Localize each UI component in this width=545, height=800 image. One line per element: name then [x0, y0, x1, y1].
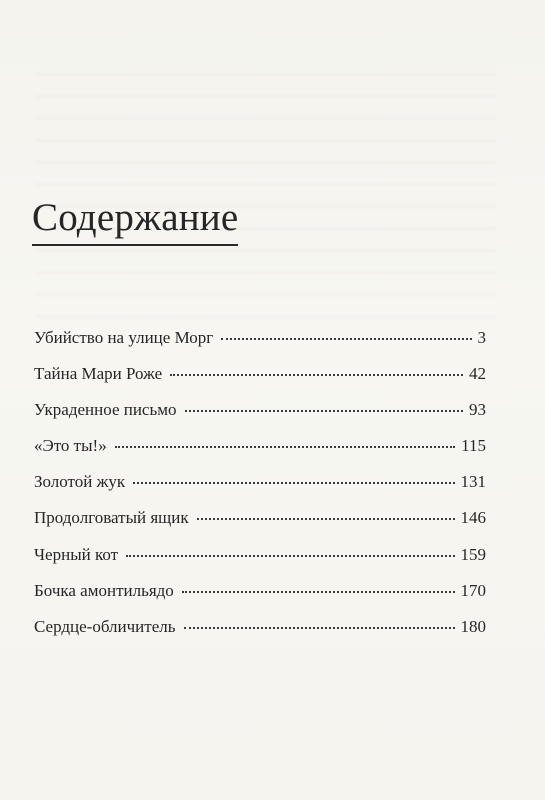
dot-leader	[185, 410, 464, 412]
toc-entry-page: 159	[460, 544, 486, 564]
toc-entry-page: 115	[461, 436, 486, 456]
page-title: Содержание	[32, 196, 238, 246]
toc-entry	[34, 364, 486, 400]
toc-entry-page: 180	[460, 616, 486, 636]
dot-leader	[126, 555, 454, 557]
toc-entry	[34, 400, 486, 436]
dot-leader	[182, 591, 455, 593]
toc-entry-page: 93	[469, 400, 486, 420]
toc-entry	[34, 508, 486, 544]
toc-entry-page: 146	[460, 508, 486, 528]
toc-entry	[34, 581, 486, 617]
toc-entry	[34, 472, 486, 508]
toc-entry	[34, 617, 486, 653]
toc-entry-page: 3	[477, 328, 486, 347]
dot-leader	[115, 446, 455, 448]
toc-entry-title: Украденное письмо	[34, 400, 177, 420]
toc-entry-title: «Это ты!»	[34, 436, 107, 456]
toc-entry-title: Золотой жук	[34, 472, 126, 492]
dot-leader	[197, 518, 455, 520]
toc-entry-title: Бочка амонтильядо	[34, 580, 174, 600]
toc-entry-page: 42	[469, 364, 486, 384]
dot-leader	[221, 338, 471, 340]
toc-entry-title: Черный кот	[34, 544, 119, 564]
toc-entry-title: Тайна Мари Роже	[34, 364, 163, 384]
toc-entry-page: 170	[460, 580, 486, 600]
dot-leader	[170, 374, 463, 376]
toc-entry-title: Продолговатый ящик	[34, 508, 189, 528]
toc-entry	[34, 545, 486, 581]
dot-leader	[133, 482, 454, 484]
table-of-contents	[34, 328, 486, 653]
show-through-text	[36, 60, 496, 330]
toc-entry	[34, 436, 486, 472]
toc-entry	[34, 328, 486, 364]
dot-leader	[184, 627, 455, 629]
toc-entry-title: Убийство на улице Морг	[34, 328, 214, 347]
toc-entry-title: Сердце-обличитель	[34, 616, 176, 636]
toc-entry-page: 131	[460, 472, 486, 492]
